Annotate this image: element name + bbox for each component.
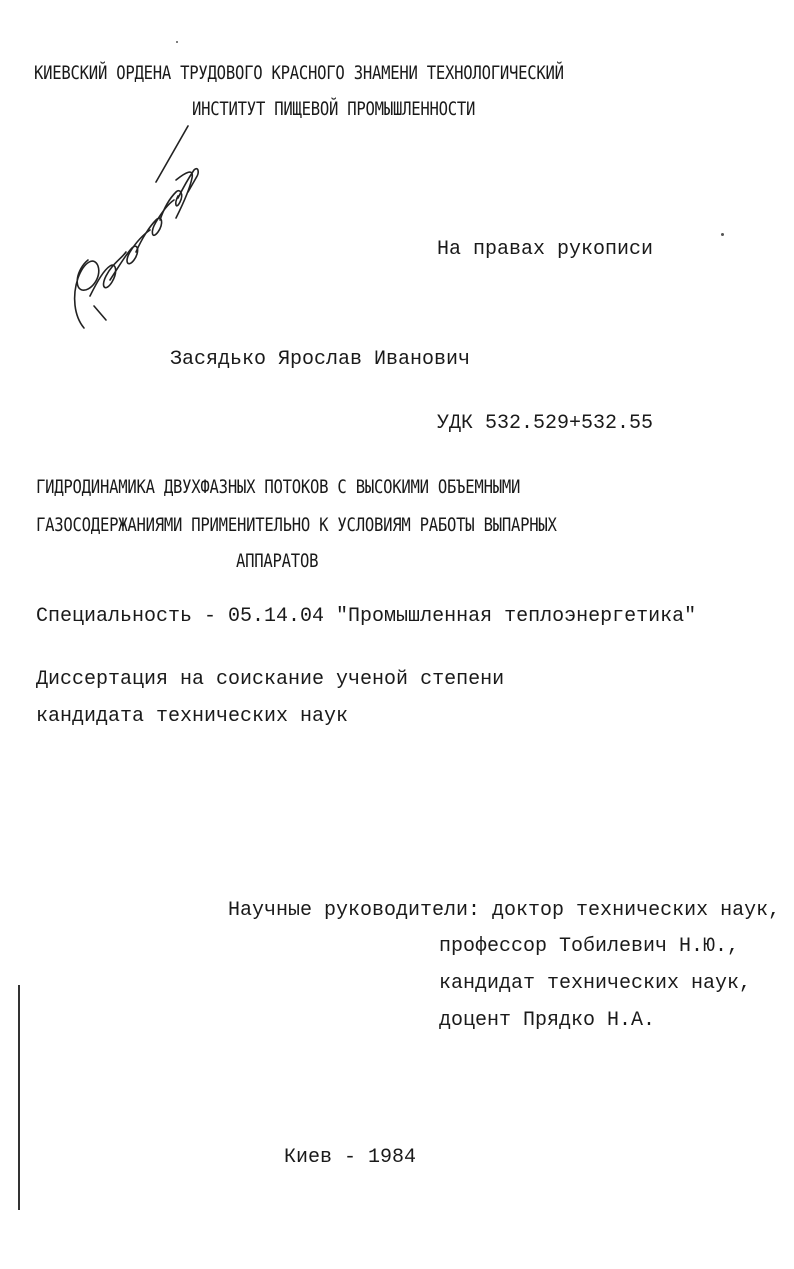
dissertation-line-2: кандидата технических наук (36, 705, 349, 728)
author-name: Засядько Ярослав Иванович (170, 348, 471, 371)
supervisors-line-4: доцент Прядко Н.А. (439, 1009, 656, 1032)
manuscript-note: На правах рукописи (437, 238, 654, 261)
specialty: Специальность - 05.14.04 "Промышленная теплоэнергетика" (36, 605, 697, 628)
supervisors-line-3: кандидат технических наук, (439, 972, 752, 995)
dissertation-line-1: Диссертация на соискание ученой степени (36, 668, 505, 691)
supervisors-line-1: Научные руководители: доктор технических наук, (228, 899, 781, 922)
udk-code: УДК 532.529+532.55 (437, 412, 654, 435)
scan-speck (721, 233, 724, 236)
institution-line-1: КИЕВСКИЙ ОРДЕНА ТРУДОВОГО КРАСНОГО ЗНАМЕНИ ТЕХНОЛОГИЧЕСКИЙ (34, 62, 564, 84)
title-line-1: ГИДРОДИНАМИКА ДВУХФАЗНЫХ ПОТОКОВ С ВЫСОКИМИ ОБЪЕМНЫМИ (36, 476, 521, 498)
title-line-3: АППАРАТОВ (236, 550, 319, 572)
scan-speck (176, 41, 178, 43)
handwritten-signature (60, 120, 210, 335)
supervisors-line-2: профессор Тобилевич Н.Ю., (439, 935, 740, 958)
place-year: Киев - 1984 (284, 1146, 417, 1169)
scan-edge-line (18, 985, 20, 1210)
title-line-2: ГАЗОСОДЕРЖАНИЯМИ ПРИМЕНИТЕЛЬНО К УСЛОВИЯМ РАБОТЫ ВЫПАРНЫХ (36, 514, 557, 536)
institution-line-2: ИНСТИТУТ ПИЩЕВОЙ ПРОМЫШЛЕННОСТИ (192, 98, 476, 120)
